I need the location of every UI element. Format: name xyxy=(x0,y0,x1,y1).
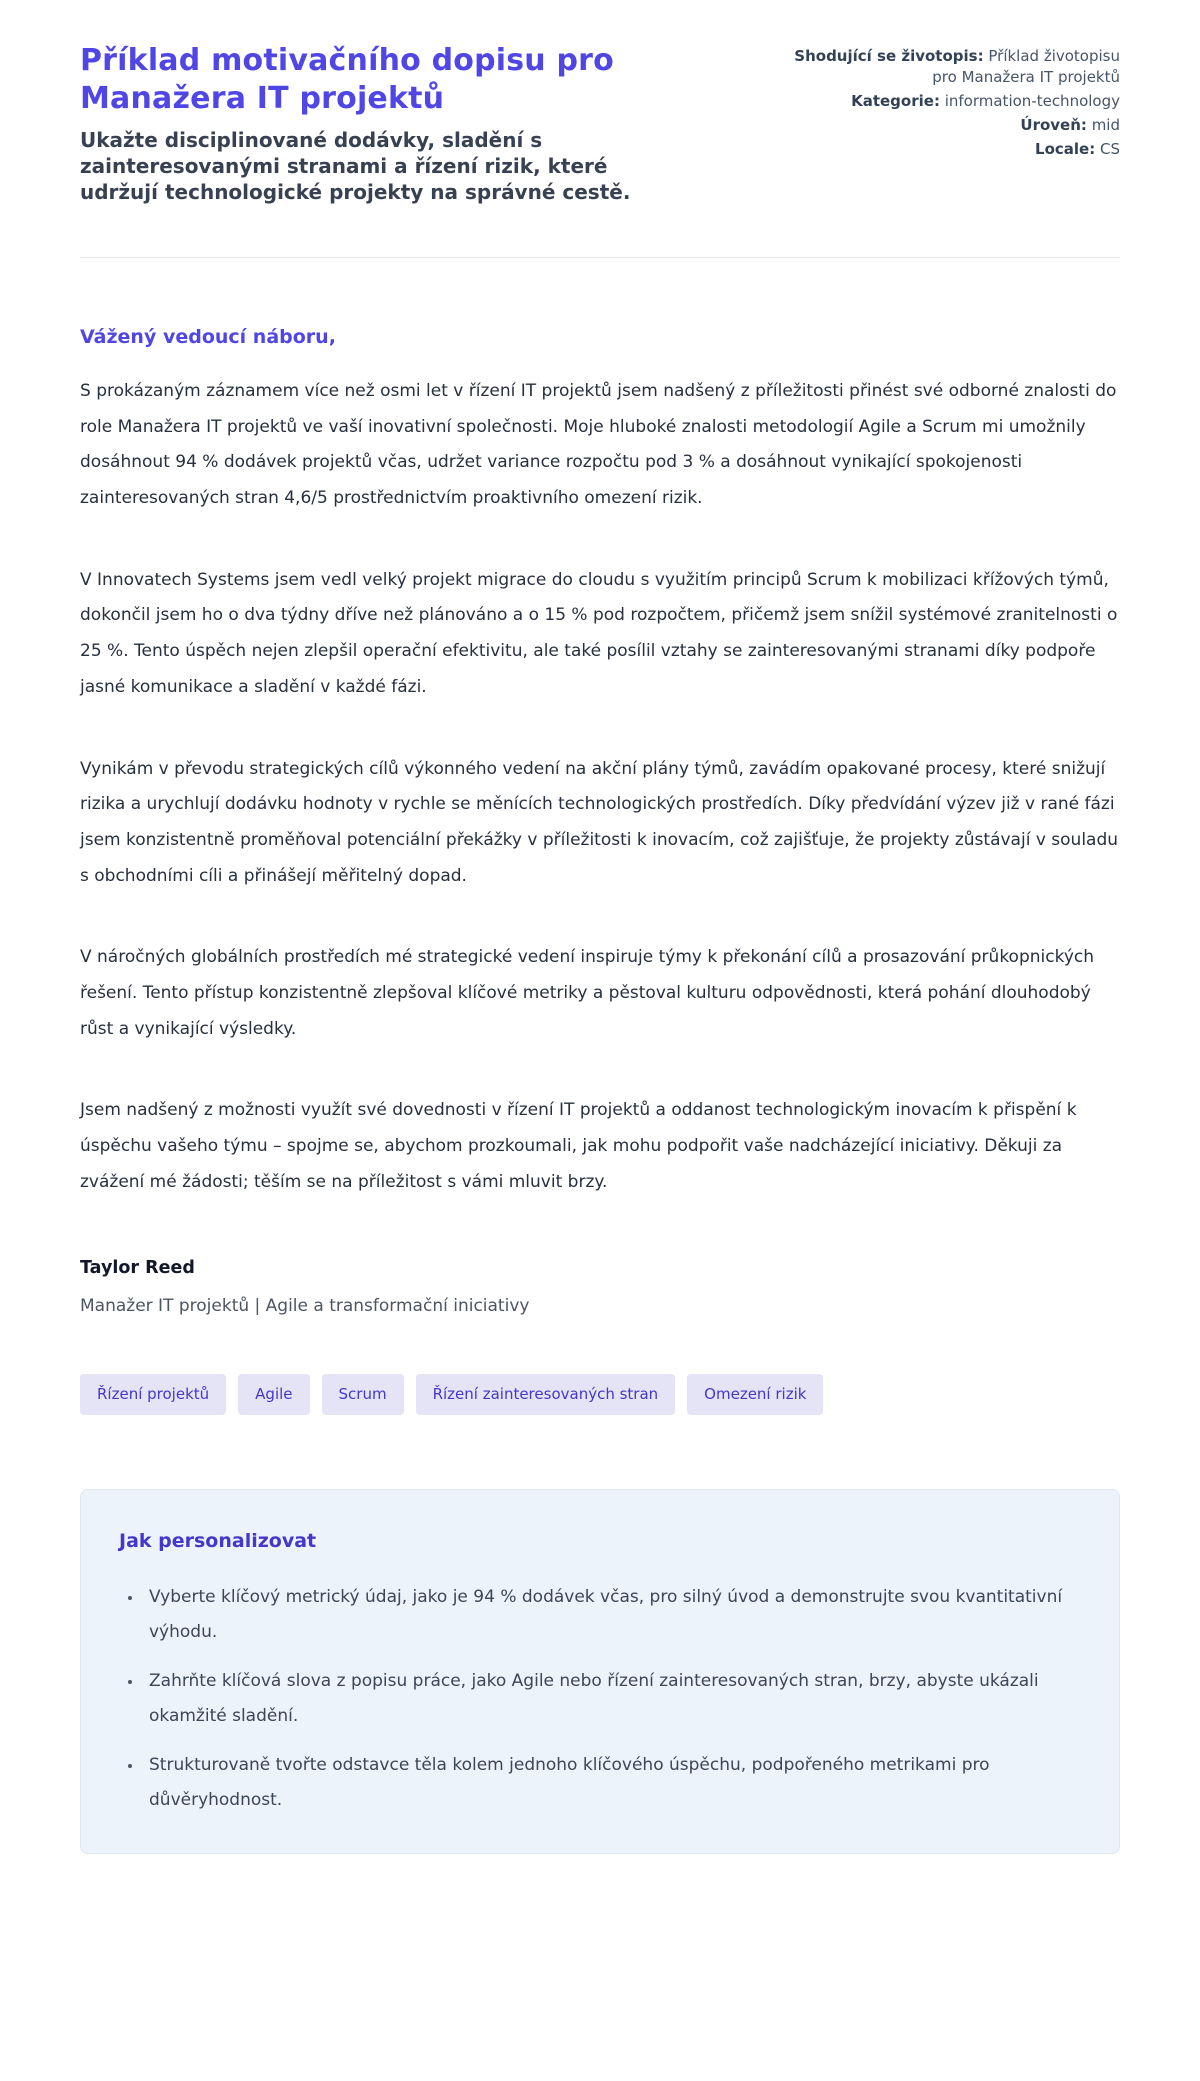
page-title: Příklad motivačního dopisu pro Manažera IT projektů xyxy=(80,43,614,116)
letter-greeting: Vážený vedoucí náboru, xyxy=(80,326,336,348)
personalization-tips-box xyxy=(80,1489,1120,1854)
meta-label: Shodující se životopis: xyxy=(794,47,984,65)
meta-category xyxy=(790,91,1120,112)
signature-name: Taylor Reed xyxy=(80,1258,195,1279)
header-divider xyxy=(80,257,1120,258)
tip-item: • Vyberte klíčový metrický údaj, jako je 94 % dodávek včas, pro silný úvod a demonstrujte svou kvantitativní výhodu. xyxy=(143,1580,1081,1650)
letter-paragraph: V Innovatech Systems jsem vedl velký projekt migrace do cloudu s využitím principů Scrum k mobilizaci křížových týmů, dokončil jsem ho o dva týdny dříve než plánováno a o 15 % pod rozpočtem, přičemž jsem snížil systémové zranitelnosti o 25 %. Tento úspěch nejen zlepšil operační efektivitu, ale také posílil vztahy se zainteresovanými stranami díky podpoře jasné komunikace a sladění v každé fázi. xyxy=(80,569,1118,697)
meta-label: Úroveň: xyxy=(1020,116,1087,134)
meta-label: Kategorie: xyxy=(851,92,940,110)
meta-matching-resume xyxy=(790,46,1120,88)
letter-paragraph: Vynikám v převodu strategických cílů výkonného vedení na akční plány týmů, zavádím opakované procesy, které snižují rizika a urychlují dodávku hodnoty v rychle se měnících technologických prostředích. Díky předvídání výzev již v rané fázi jsem konzistentně proměňoval potenciální překážky v příležitosti k inovacím, což zajišťuje, že projekty zůstávají v souladu s obchodními cíli a přinášejí měřitelný dopad. xyxy=(80,758,1119,886)
tag-chip-stakeholder-management[interactable]: Řízení zainteresovaných stran xyxy=(416,1374,676,1415)
page-header xyxy=(80,42,1120,205)
meta-value: information-technology xyxy=(944,92,1120,110)
tag-chip-project-management[interactable]: Řízení projektů xyxy=(80,1374,226,1415)
tip-item: • Zahrňte klíčová slova z popisu práce, jako Agile nebo řízení zainteresovaných stran, brzy, abyste ukázali okamžité sladění. xyxy=(143,1664,1081,1734)
header-title-block xyxy=(80,42,700,205)
header-meta xyxy=(790,42,1120,163)
tip-item: • Strukturovaně tvořte odstavce těla kolem jednoho klíčového úspěchu, podpořeného metrikami pro důvěryhodnost. xyxy=(143,1748,1081,1818)
signature-role: Manažer IT projektů | Agile a transformační iniciativy xyxy=(80,1296,530,1317)
tips-heading: Jak personalizovat xyxy=(119,1530,317,1553)
letter-paragraph: S prokázaným záznamem více než osmi let v řízení IT projektů jsem nadšený z příležitosti přinést své odborné znalosti do role Manažera IT projektů ve vaší inovativní společnosti. Moje hluboké znalosti metodologií Agile a Scrum mi umožnily dosáhnout 94 % dodávek projektů včas, udržet variance rozpočtu pod 3 % a dosáhnout vynikající spokojenosti zainteresovaných stran 4,6/5 prostřednictvím proaktivního omezení rizik. xyxy=(80,381,1117,509)
tag-list xyxy=(80,1374,1120,1415)
tag-chip-risk-mitigation[interactable]: Omezení rizik xyxy=(687,1374,823,1415)
letter-signature xyxy=(80,1258,1120,1316)
meta-value: CS xyxy=(1100,140,1120,158)
letter-paragraph: V náročných globálních prostředích mé strategické vedení inspiruje týmy k překonání cílů a prosazování průkopnických řešení. Tento přístup konzistentně zlepšoval klíčové metriky a pěstoval kulturu odpovědnosti, která pohání dlouhodobý růst a vynikající výsledky. xyxy=(80,947,1095,1039)
tips-list xyxy=(119,1580,1081,1817)
meta-label: Locale: xyxy=(1035,140,1096,158)
page-subtitle: Ukažte disciplinované dodávky, sladění s zainteresovanými stranami a řízení rizik, které udržují technologické projekty na správné cestě. xyxy=(80,128,631,204)
letter-paragraph: Jsem nadšený z možnosti využít své dovednosti v řízení IT projektů a oddanost technologickým inovacím k přispění k úspěchu vašeho týmu – spojme se, abychom prozkoumali, jak mohu podpořit vaše nadcházející iniciativy. Děkuji za zvážení mé žádosti; těším se na příležitost s vámi mluvit brzy. xyxy=(80,1100,1077,1192)
meta-value: mid xyxy=(1091,116,1120,134)
cover-letter-page xyxy=(80,0,1120,1924)
tag-chip-agile[interactable]: Agile xyxy=(238,1374,309,1415)
meta-locale xyxy=(790,139,1120,160)
letter-body xyxy=(80,374,1120,1200)
tag-chip-scrum[interactable]: Scrum xyxy=(322,1374,404,1415)
meta-value: Příklad životopisu pro Manažera IT projektů xyxy=(932,47,1120,86)
meta-level xyxy=(790,115,1120,136)
